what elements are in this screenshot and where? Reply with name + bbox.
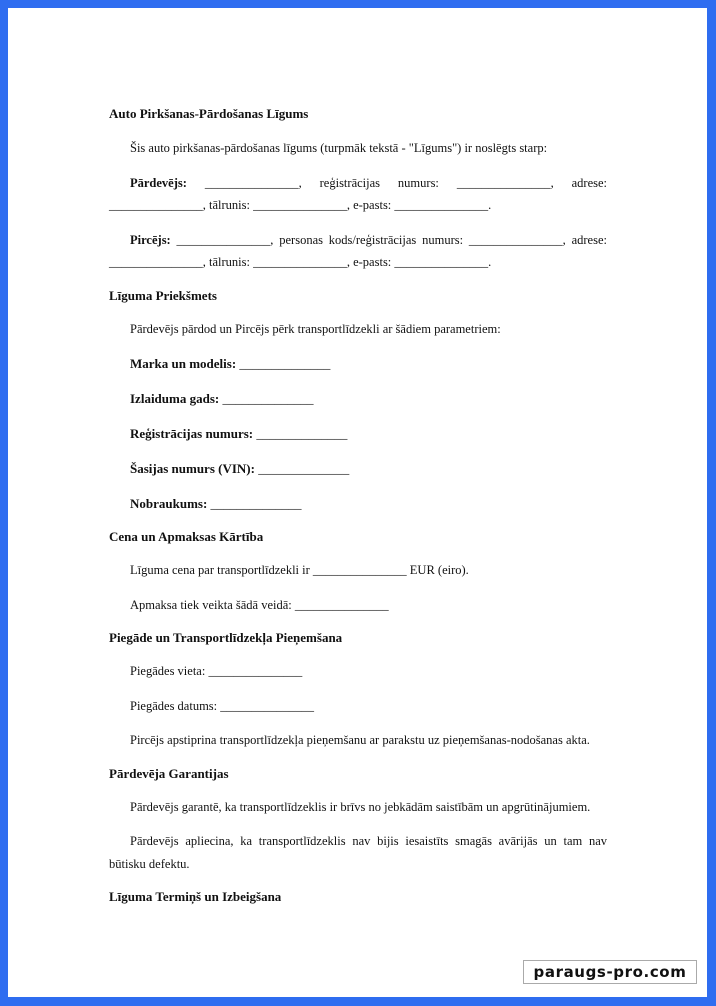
field-label: Šasijas numurs (VIN): — [130, 461, 255, 476]
watermark-link[interactable]: paraugs-pro.com — [523, 960, 697, 984]
field-label: Nobraukums: — [130, 496, 208, 511]
section-heading-warranty: Pārdevēja Garantijas — [109, 765, 229, 781]
warranty-paragraph-1: Pārdevējs garantē, ka transportlīdzeklis ir brīvs no jebkādām saistībām un apgrūtinājumiem. — [130, 799, 591, 814]
section-heading-term: Līguma Termiņš un Izbeigšana — [109, 889, 282, 904]
field-label: Reģistrācijas numurs: — [130, 426, 254, 441]
delivery-place-paragraph: Piegādes vieta: _______________ — [130, 664, 303, 678]
document-title: Auto Pirkšanas-Pārdošanas Līgums — [109, 106, 309, 121]
field-vin — [130, 457, 607, 480]
payment-method-paragraph: Apmaksa tiek veikta šādā veidā: _______________ — [130, 597, 389, 612]
buyer-details: _______________, personas kods/reģistrācijas numurs: _______________, adrese: _______________, tālrunis: _______________, e-pasts: _______________. — [109, 232, 607, 269]
delivery-date-paragraph: Piegādes datums: _______________ — [130, 698, 315, 713]
field-value: ______________ — [239, 356, 331, 371]
warranty-paragraph-2: Pārdevējs apliecina, ka transportlīdzeklis nav bijis iesaistīts smagās avārijās un tam nav būtisku defektu. — [109, 834, 607, 871]
buyer-label: Pircējs: — [130, 232, 171, 247]
section-heading-delivery: Piegāde un Transportlīdzekļa Pieņemšana — [109, 630, 343, 645]
field-make-model — [130, 352, 607, 375]
buyer-paragraph — [109, 229, 607, 274]
field-mileage — [130, 492, 607, 515]
field-value: ______________ — [222, 391, 314, 406]
field-label: Marka un modelis: — [130, 356, 237, 371]
field-label: Izlaiduma gads: — [130, 391, 220, 406]
subject-intro: Pārdevējs pārdod un Pircējs pērk transportlīdzekli ar šādiem parametriem: — [130, 321, 501, 336]
price-paragraph: Līguma cena par transportlīdzekli ir _______________ EUR (eiro). — [130, 563, 469, 577]
field-value: ______________ — [256, 426, 348, 441]
field-registration-number — [130, 422, 607, 445]
document-content — [109, 104, 607, 919]
field-value: ______________ — [210, 496, 302, 511]
section-heading-subject: Līguma Priekšmets — [109, 287, 217, 303]
intro-paragraph: Šis auto pirkšanas-pārdošanas līgums (turpmāk tekstā - "Līgums") ir noslēgts starp: — [130, 141, 548, 155]
seller-paragraph — [109, 172, 607, 217]
document-page — [8, 8, 707, 997]
section-heading-price: Cena un Apmaksas Kārtība — [109, 529, 264, 544]
acceptance-paragraph: Pircējs apstiprina transportlīdzekļa pieņemšanu ar parakstu uz pieņemšanas-nodošanas akta. — [130, 733, 590, 747]
seller-label: Pārdevējs: — [130, 175, 187, 190]
seller-details: _______________, reģistrācijas numurs: _______________, adrese: _______________, tālrunis: _______________, e-pasts: _______________. — [109, 175, 607, 212]
field-value: ______________ — [258, 461, 350, 476]
field-year — [130, 387, 607, 410]
